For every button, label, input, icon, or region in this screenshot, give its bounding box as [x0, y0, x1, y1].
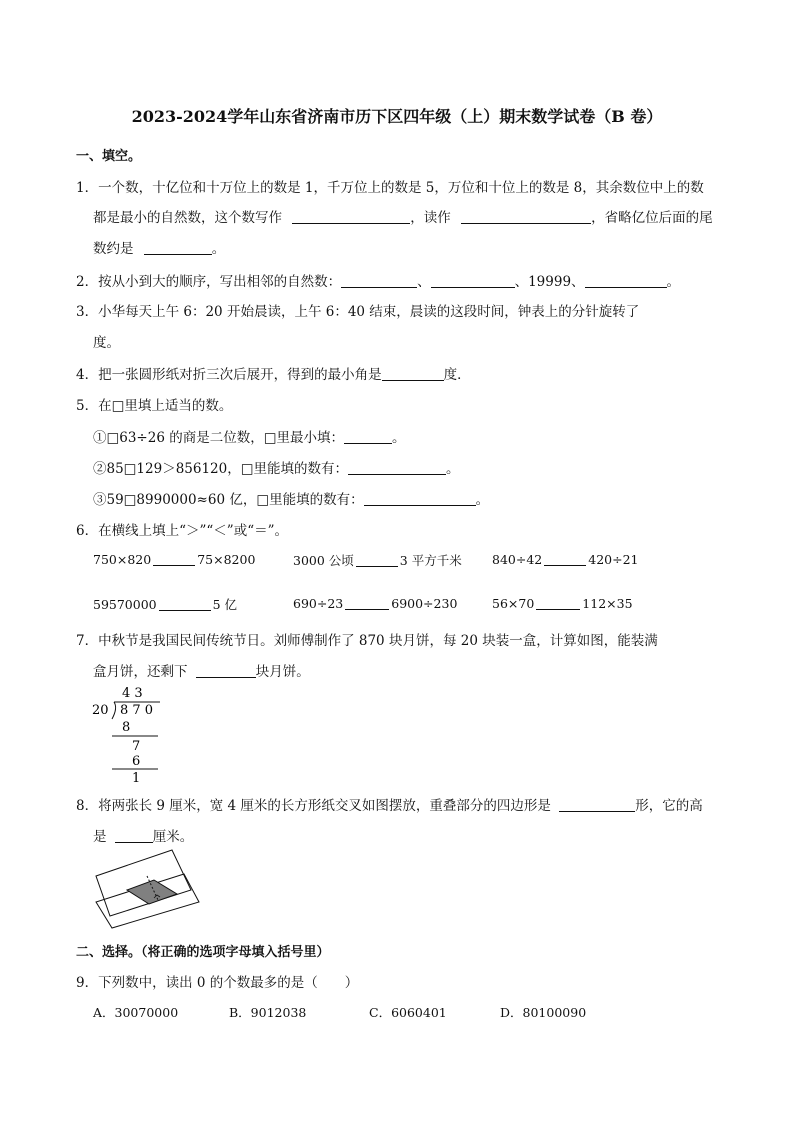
q6-r1-c1-blank[interactable] [153, 551, 195, 566]
q4-line [76, 363, 471, 383]
q4-text-b: 度． [443, 367, 471, 383]
division-remainder: 1 [132, 771, 141, 785]
q6-r2-c2-left: 690÷23 [293, 596, 344, 611]
q6-r2-c2-right: 6900÷230 [391, 596, 458, 611]
q8-text-a: 8．将两张长 9 厘米，宽 4 厘米的长方形纸交叉如图摆放，重叠部分的四边形是 [76, 798, 551, 814]
q5-sub1-text: ①□63÷26 的商是二位数，□里最小填： [93, 430, 344, 446]
q5-sub3 [93, 488, 489, 508]
page-title: 2023-2024学年山东省济南市历下区四年级（上）期末数学试卷（B 卷） [131, 107, 663, 126]
q6-r1-c3 [492, 551, 639, 567]
q7-line1: 7．中秋节是我国民间传统节日。刘师傅制作了 870 块月饼，每 20 块装一盒，计算如图，能装满 [76, 633, 658, 649]
q5-sub3-text: ③59□8990000≈60 亿，□里能填的数有： [93, 492, 364, 508]
q4-blank[interactable] [382, 366, 444, 381]
long-division-figure [90, 683, 170, 785]
q2-blank-1[interactable] [341, 273, 417, 288]
q8-text-b: 形，它的高 [635, 798, 703, 814]
q6-r1-c2-left: 3000 公顷 [293, 553, 354, 568]
q6-r1-c1 [93, 551, 255, 567]
q1-line2 [93, 206, 713, 226]
q6-r2-c3-right: 112×35 [582, 596, 633, 611]
q2-text-a: 2．按从小到大的顺序，写出相邻的自然数： [76, 274, 342, 290]
q2-sep-1: 、 [417, 274, 431, 290]
q7-line2 [93, 660, 310, 680]
division-bracket [112, 702, 116, 719]
q9-head: 9．下列数中，读出 0 的个数最多的是（ ） [76, 975, 359, 991]
q3-line1: 3．小华每天上午 6：20 开始晨读，上午 6：40 结束，晨读的这段时间，钟表上的分针旋转了 [76, 304, 640, 320]
q6-r2-c1-left: 59570000 [93, 597, 157, 612]
q4-text-a: 4．把一张圆形纸对折三次后展开，得到的最小角是 [76, 367, 382, 383]
q1-text-c: ，省略亿位后面的尾 [591, 210, 713, 226]
q5-sub2-text: ②85□129＞856120，□里能填的数有： [93, 461, 348, 477]
q7-remainder-blank[interactable] [196, 663, 256, 678]
q5-sub3-blank[interactable] [364, 491, 476, 506]
division-step1: 8 [122, 720, 131, 735]
q6-r2-c1-blank[interactable] [159, 596, 211, 611]
q2-end: 。 [666, 274, 681, 290]
q6-r2-c2 [293, 595, 457, 611]
q6-r1-c2 [293, 551, 462, 569]
q5-sub3-end: 。 [475, 492, 490, 508]
division-step2: 7 [132, 739, 141, 754]
q7-text-a: 盒月饼，还剩下 [93, 664, 188, 680]
q6-r2-c2-blank[interactable] [345, 595, 389, 610]
q9-option-a[interactable]: A．30070000 [93, 1005, 179, 1020]
rectangle-a [96, 850, 191, 916]
q8-text-c: 是 [93, 829, 107, 845]
q1-text-a: 都是最小的自然数，这个数写作 [93, 210, 282, 226]
q6-r2-c3 [492, 595, 633, 611]
q5-sub1 [93, 426, 405, 446]
q2-sep-2: 、19999、 [514, 274, 585, 290]
crossed-rectangles-figure [92, 848, 202, 930]
q6-r1-c3-blank[interactable] [544, 551, 586, 566]
q6-r1-c3-right: 420÷21 [588, 552, 639, 567]
q9-option-c[interactable]: C．6060401 [369, 1005, 447, 1020]
q6-r1-c1-right: 75×8200 [197, 552, 256, 567]
q6-r1-c2-right: 3 平方千米 [399, 553, 462, 568]
q1-line3 [93, 237, 225, 257]
q6-r2-c1 [93, 595, 237, 613]
q5-sub2 [93, 457, 460, 477]
q7-text-b: 块月饼。 [255, 664, 310, 680]
q1-read-blank[interactable] [461, 209, 591, 224]
division-dividend: 8 7 0 [120, 703, 154, 718]
q2-blank-3[interactable] [585, 273, 667, 288]
q1-text-d: 数约是 [93, 241, 134, 257]
q5-sub2-end: 。 [446, 461, 460, 477]
q1-write-blank[interactable] [292, 209, 410, 224]
q6-r2-c1-right: 5 亿 [212, 597, 238, 612]
q6-r1-c1-left: 750×820 [93, 552, 152, 567]
overlap-parallelogram [127, 880, 177, 904]
q5-head: 5．在□里填上适当的数。 [76, 398, 233, 414]
q8-line1 [76, 794, 703, 814]
q6-r1-c2-blank[interactable] [356, 552, 398, 567]
q6-r2-c3-left: 56×70 [492, 596, 535, 611]
q3-line2: 度。 [93, 335, 120, 351]
q6-r2-c3-blank[interactable] [536, 595, 580, 610]
q9-option-d[interactable]: D．80100090 [500, 1005, 587, 1020]
q9-option-b[interactable]: B．9012038 [229, 1005, 307, 1020]
q6-head: 6．在横线上填上“＞”“＜”或“＝”。 [76, 523, 288, 539]
q2-line [76, 270, 680, 290]
q1-text-e: 。 [211, 241, 226, 257]
q1-approx-blank[interactable] [144, 240, 212, 255]
division-step3: 6 [132, 754, 141, 769]
q5-sub2-blank[interactable] [348, 460, 446, 475]
q8-line2 [93, 825, 193, 845]
q1-line1: 1．一个数，十亿位和十万位上的数是 1，千万位上的数是 5，万位和十位上的数是 8，其余数位中上的数 [76, 180, 704, 196]
q2-blank-2[interactable] [431, 273, 515, 288]
q8-height-blank[interactable] [115, 828, 153, 843]
division-quotient: 4 3 [122, 686, 143, 701]
q1-text-b: ，读作 [410, 210, 451, 226]
q8-shape-blank[interactable] [559, 797, 635, 812]
q8-text-d: 厘米。 [152, 829, 194, 845]
section-heading-choice: 二、选择。（将正确的选项字母填入括号里） [76, 945, 330, 960]
q5-sub1-end: 。 [391, 430, 406, 446]
q5-sub1-blank[interactable] [344, 429, 392, 444]
q6-r1-c3-left: 840÷42 [492, 552, 543, 567]
division-divisor: 20 [92, 703, 109, 718]
section-heading-fill-blank: 一、填空。 [76, 149, 142, 164]
